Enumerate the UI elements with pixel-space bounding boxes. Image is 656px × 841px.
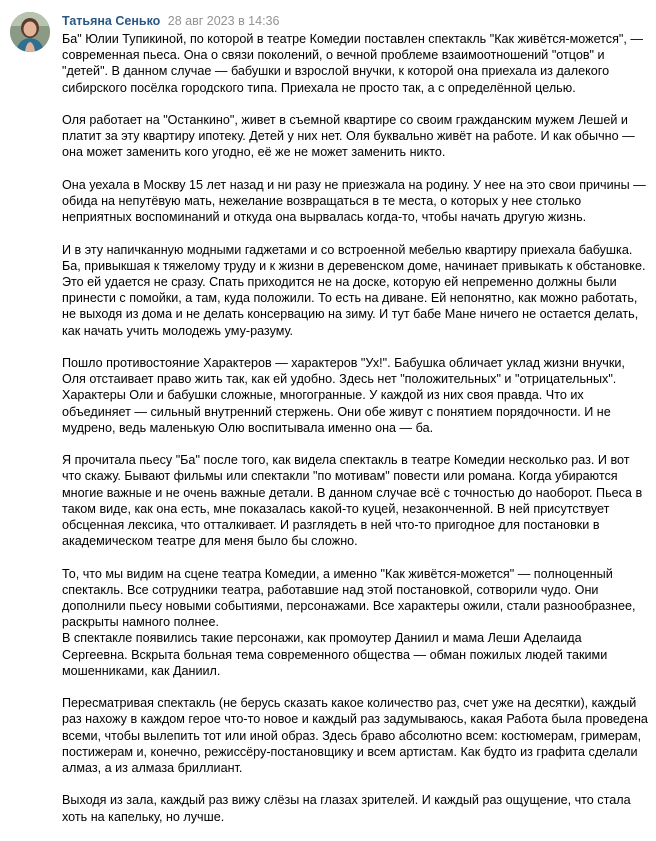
post-date-link[interactable]: 28 авг 2023 в 14:36 [167, 14, 280, 28]
post-paragraph: Пошло противостояние Характеров — характеров "Ух!". Бабушка обличает уклад жизни внучки, Оля отстаивает право жить так, как ей удобно. Здесь нет "положительных" и "отрицательных". Характеры Оли и бабушки сложные, многогранные. У каждой из них своя правда. Что их объединяет — сильный внутренний стержень. Они обе живут с понятием порядочности. И не мудрено, ведь маленькую Олю воспитывала именно она — ба. [62, 356, 625, 435]
post-paragraph: Я прочитала пьесу "Ба" после того, как видела спектакль в театре Комедии несколько раз. И вот что скажу. Бывают фильмы или спектакли "по мотивам" повести или романа. Когда убираются многие важные и не очень важные детали. В данном случае всё с точностью до наоборот. Пьеса в таком виде, как она есть, мне показалась какой-то куцей, незаконченной. В ней присутствует обсценная лексика, что отталкивает. И разглядеть в ней что-то пригодное для постановки в академическом театре для меня было бы сложно. [62, 453, 643, 549]
post-paragraph: Она уехала в Москву 15 лет назад и ни разу не приезжала на родину. У нее на это свои причины — обида на непутёвую мать, нежелание возвращаться в те места, о которых у нее столько неприятных воспоминаний и откуда она вырвалась когда-то, чтобы начать другую жизнь. [62, 177, 646, 225]
post-header [62, 13, 279, 29]
post-paragraph: Оля работает на "Останкино", живет в съемной квартире со своим гражданским мужем Лешей и платит за эту квартиру ипотеку. Детей у них нет. Оля буквально живёт на работе. И как обычно — она может заменить кого угодно, её же не может заменить никто. [62, 113, 635, 160]
avatar-photo-icon [10, 12, 50, 52]
post-paragraph: Выходя из зала, каждый раз вижу слёзы на глазах зрителей. И каждый раз ощущение, что стала хоть на капельку, но лучше. [62, 793, 631, 824]
post-paragraph: Пересматривая спектакль (не берусь сказать какое количество раз, счет уже на десятки), каждый раз нахожу в каждом герое что-то новое и каждый раз задумываюсь, какая Работа была проведена всеми, чтобы вылепить тот или иной образ. Здесь браво абсолютно всем: костюмерам, гримерам, постижерам и, конечно, режиссёру-постановщику и всем артистам. Как будто из графита сделали алмаз, а из алмаза бриллиант. [62, 696, 648, 776]
author-name-link[interactable]: Татьяна Сенько [62, 14, 161, 28]
post-paragraph: И в эту напичканную модными гаджетами и со встроенной мебелью квартиру приехала бабушка. Ба, привыкшая к тяжелому труду и к жизни в деревенском доме, начинает привыкать к обстановке. Это ей удается не сразу. Спать приходится не на доске, которую ей непременно должны были принести с помойки, а там, куда положили. То есть на диване. Ей непонятно, как можно работать, не выходя из дома и не делать консервацию на зиму. И тут бабе Мане ничего не остается делать, как начать учить молодежь уму-разуму. [62, 242, 646, 338]
post-paragraph: То, что мы видим на сцене театра Комедии, а именно "Как живётся-можется" — полноценный спектакль. Все сотрудники театра, работавшие над этой постановкой, сотворили чудо. Они дополнили пьесу новыми событиями, персонажами. Все характеры ожили, стали разнообразнее, раскрыты намного полнее. В спектакле появились такие персонажи, как промоутер Даниил и мама Леши Аделаида Сергеевна. Вскрыта больная тема современного общества — обман пожилых людей такими мошенниками, как Даниил. [62, 566, 636, 678]
avatar[interactable] [10, 12, 50, 52]
post-paragraph: Ба" Юлии Тупикиной, по которой в театре Комедии поставлен спектакль "Как живётся-можется", — современная пьеса. Она о связи поколений, о вечной проблеме взаимоотношений "отцов" и "детей". В данном случае — бабушки и взрослой внучки, к которой она приехала из далекого сибирского посёлка городского типа. Приехала не просто так, а с определённой целью. [62, 32, 643, 95]
